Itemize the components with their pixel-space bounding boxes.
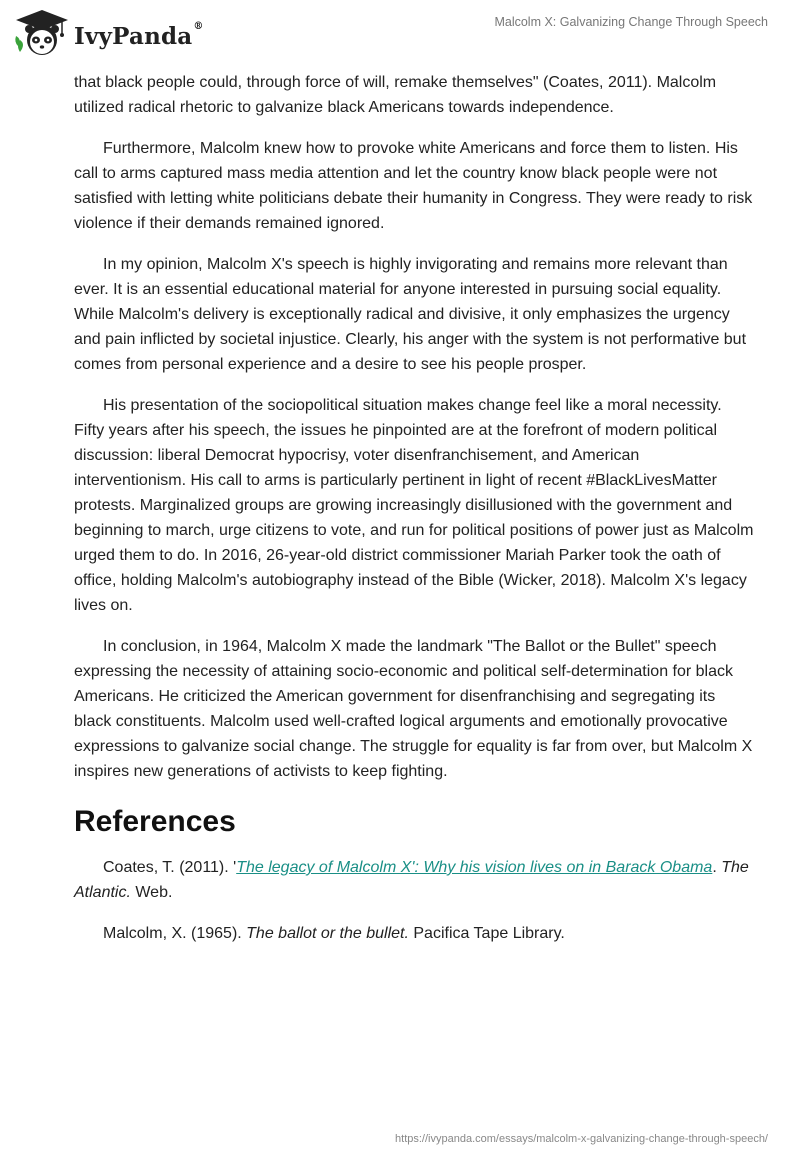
logo-text: IvyPanda bbox=[74, 22, 193, 50]
registered-mark: ® bbox=[193, 20, 204, 32]
references-heading: References bbox=[74, 805, 236, 838]
logo-wordmark bbox=[74, 20, 204, 50]
reference-item bbox=[74, 855, 754, 905]
reference-item bbox=[74, 921, 754, 946]
reference-author: Coates, T. (2011). ' bbox=[103, 859, 237, 876]
page-header bbox=[0, 0, 800, 68]
body-paragraph: His presentation of the sociopolitical situation makes change feel like a moral necessity. Fifty years after his speech, the issues he pinpointed are at the forefront of modern political discussion: liberal Democrat hypocrisy, voter disenfranchisement, and American interventionism. His call to arms is particularly pertinent in light of recent #BlackLivesMatter protests. Marginalized groups are growing increasingly disillusioned with the government and beginning to march, urge citizens to vote, and run for political positions of power just as Malcolm urged them to do. In 2016, 26-year-old district commissioner Mariah Parker took the oath of office, holding Malcolm's autobiography instead of the Bible (Wicker, 2018). Malcolm X's legacy lives on. bbox=[74, 397, 754, 614]
reference-suffix: Web. bbox=[130, 884, 173, 901]
document-title: Malcolm X: Galvanizing Change Through Speech bbox=[494, 15, 768, 29]
source-url: https://ivypanda.com/essays/malcolm-x-galvanizing-change-through-speech/ bbox=[395, 1133, 768, 1145]
panda-graduate-icon bbox=[14, 8, 70, 60]
body-paragraph: Furthermore, Malcolm knew how to provoke white Americans and force them to listen. His call to arms captured mass media attention and let the country know black people were not satisfied with letting white politicians debate their humanity in Congress. They were ready to risk violence if their demands remained ignored. bbox=[74, 140, 753, 232]
reference-author: Malcolm, X. (1965). bbox=[103, 925, 247, 942]
reference-link[interactable]: The legacy of Malcolm X': Why his vision lives on in Barack Obama bbox=[236, 859, 713, 876]
essay-content bbox=[74, 70, 754, 962]
body-paragraph: In my opinion, Malcolm X's speech is highly invigorating and remains more relevant than ever. It is an essential educational material for anyone interested in pursuing social equality. While Malcolm's delivery is exceptionally radical and divisive, it only emphasizes the urgency and pain inflicted by societal injustice. Clearly, his anger with the system is not performative but comes from personal experience and a desire to see his people prosper. bbox=[74, 256, 747, 373]
body-paragraph: that black people could, through force of will, remake themselves" (Coates, 2011). Malcolm utilized radical rhetoric to galvanize black Americans towards independence. bbox=[74, 74, 717, 116]
reference-journal: The Atlantic. bbox=[74, 859, 749, 901]
reference-title: The ballot or the bullet. bbox=[246, 925, 409, 942]
reference-suffix: Pacifica Tape Library. bbox=[408, 925, 565, 942]
body-paragraph: In conclusion, in 1964, Malcolm X made the landmark "The Ballot or the Bullet" speech expressing the necessity of attaining socio-economic and political self-determination for black Americans. He criticized the American government for disenfranchising and segregating its black constituents. Malcolm used well-crafted logical arguments and emotionally provocative expressions to galvanize social change. The struggle for equality is far from over, but Malcolm X inspires new generations of activists to keep fighting. bbox=[74, 638, 753, 780]
ivypanda-logo[interactable] bbox=[14, 8, 204, 60]
reference-punct: . bbox=[712, 859, 722, 876]
